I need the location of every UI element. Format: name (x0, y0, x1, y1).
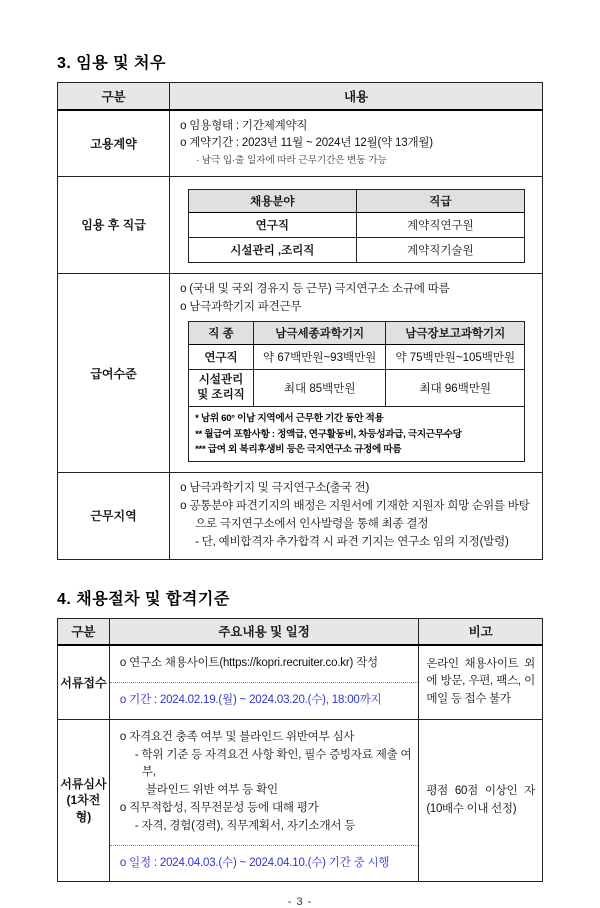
employment-contract-content (170, 110, 543, 177)
salary-col-jangbogo: 남극장보고과학기지 (386, 322, 525, 345)
salary-col-sejong: 남극세종과학기지 (253, 322, 386, 345)
salary-note: * 남위 60° 이남 지역에서 근무한 기간 동안 적용 (195, 413, 384, 425)
application-period-text: o 기간 : 2024.02.19.(월) ~ 2024.03.20.(수), 18:00까지 (119, 693, 382, 706)
page-number: - 3 - (287, 896, 313, 908)
position-cell: 계약직연구원 (356, 212, 525, 237)
screening-remark: 평점 60점 이상인 자 (10배수 이내 선정) (419, 719, 543, 882)
screening-label (58, 719, 110, 882)
table2-header-note: 비고 (419, 618, 543, 645)
salary-note: ** 월급여 포함사항 : 정액급, 연구활동비, 차등성과급, 극지근무수당 (195, 428, 462, 440)
content-subnote: · 남극 입·출 일자에 따라 근무기간은 변동 가능 (196, 155, 387, 167)
screening-label-line1: 서류심사 (60, 777, 107, 792)
salary-cell: 최대 96백만원 (386, 370, 525, 407)
content-line: o 직무적합성, 직무전문성 등에 대해 평가 (119, 801, 319, 814)
location-label: 근무지역 (58, 473, 170, 559)
application-label: 서류접수 (58, 645, 110, 719)
salary-cell (189, 370, 254, 407)
content-line: - 학위 기준 등 자격요건 사항 확인, 필수 증빙자료 제출 여부, (134, 748, 412, 779)
row-salary-level (58, 273, 543, 473)
table2-header-category: 구분 (58, 618, 110, 645)
content-line: 블라인드 위반 여부 등 확인 (145, 784, 278, 797)
position-content (170, 176, 543, 273)
salary-cell: 연구직 (189, 345, 254, 370)
position-cell: 시설관리 ,조리직 (189, 237, 357, 262)
content-line: o 임용형태 : 기간제계약직 (180, 119, 308, 132)
screening-schedule-text: o 일정 : 2024.04.03.(수) ~ 2024.04.10.(수) 기간 중 시행 (119, 856, 390, 869)
content-line: o 자격요건 충족 여부 및 블라인드 위반여부 심사 (119, 730, 355, 743)
salary-note: *** 급여 외 복리후생비 등은 극지연구소 규정에 따름 (195, 443, 402, 455)
content-line: o 연구소 채용사이트(https://kopri.recruiter.co.kr) 작성 (119, 657, 378, 670)
salary-col-jobtype: 직 종 (189, 322, 254, 345)
table2-header-row (58, 618, 543, 645)
salary-cell-line: 및 조리직 (197, 389, 245, 402)
position-inner-table (188, 189, 525, 263)
position-col-grade: 직급 (356, 189, 525, 212)
screening-schedule-subrow (110, 846, 418, 882)
position-inner-row (189, 237, 525, 262)
section4-title: 4. 채용절차 및 합격기준 (57, 590, 230, 608)
row-work-location (58, 473, 543, 559)
application-content (109, 645, 418, 719)
salary-inner-header-row (189, 322, 525, 345)
screening-content (109, 719, 418, 882)
position-label: 임용 후 직급 (58, 176, 170, 273)
recruitment-process-table (57, 618, 543, 883)
table1-header-row (58, 83, 543, 110)
content-line: o 남극과학기지 파견근무 (180, 300, 302, 313)
salary-cell: 최대 85백만원 (253, 370, 386, 407)
position-inner-header-row (189, 189, 525, 212)
content-line: - 자격, 경험(경력), 직무계획서, 자기소개서 등 (134, 819, 356, 832)
position-inner-row (189, 212, 525, 237)
salary-inner-row (189, 345, 525, 370)
application-remark: 온라인 채용사이트 외에 방문, 우편, 팩스, 이메일 등 접수 불가 (419, 645, 543, 719)
salary-inner-table (188, 321, 525, 462)
content-line: o 계약기간 : 2023년 11월 ~ 2024년 12월(약 13개월) (180, 137, 433, 150)
row-position-after-appointment (58, 176, 543, 273)
content-line: o (국내 및 국외 경유지 등 근무) 극지연구소 소규에 따름 (180, 282, 450, 295)
row-document-screening (58, 719, 543, 882)
salary-content (170, 273, 543, 473)
employment-terms-table (57, 82, 543, 560)
position-cell: 연구직 (189, 212, 357, 237)
salary-cell-line: 시설관리 (198, 374, 244, 387)
row-document-submission (58, 645, 543, 719)
employment-contract-label: 고용계약 (58, 110, 170, 177)
screening-label-line2: (1차전형) (66, 793, 101, 824)
application-period-subrow (110, 683, 418, 719)
salary-cell: 약 67백만원~93백만원 (253, 345, 386, 370)
table1-header-category: 구분 (58, 83, 170, 110)
salary-inner-row (189, 370, 525, 407)
salary-label: 급여수준 (58, 273, 170, 473)
position-col-field: 채용분야 (189, 189, 357, 212)
salary-notes-row (189, 407, 525, 462)
content-line: - 단, 예비합격자 추가합격 시 파견 기지는 연구소 임의 지정(발령) (195, 535, 509, 548)
application-method-subrow (110, 646, 418, 682)
salary-notes-cell (189, 407, 525, 462)
content-line: o 남극과학기지 및 극지연구소(출국 전) (180, 482, 370, 495)
screening-criteria-subrow (110, 720, 418, 845)
table1-header-content: 내용 (170, 83, 543, 110)
table2-header-content: 주요내용 및 일정 (109, 618, 418, 645)
content-line: o 공통분야 파견기지의 배정은 지원서에 기재한 지원자 희망 순위를 바탕으로 극지연구소에서 인사발령을 통해 최종 결정 (180, 500, 530, 530)
section3-title: 3. 임용 및 처우 (57, 55, 166, 72)
row-employment-contract (58, 110, 543, 177)
position-cell: 계약직기술원 (356, 237, 525, 262)
salary-cell: 약 75백만원~105백만원 (386, 345, 525, 370)
location-content (170, 473, 543, 559)
